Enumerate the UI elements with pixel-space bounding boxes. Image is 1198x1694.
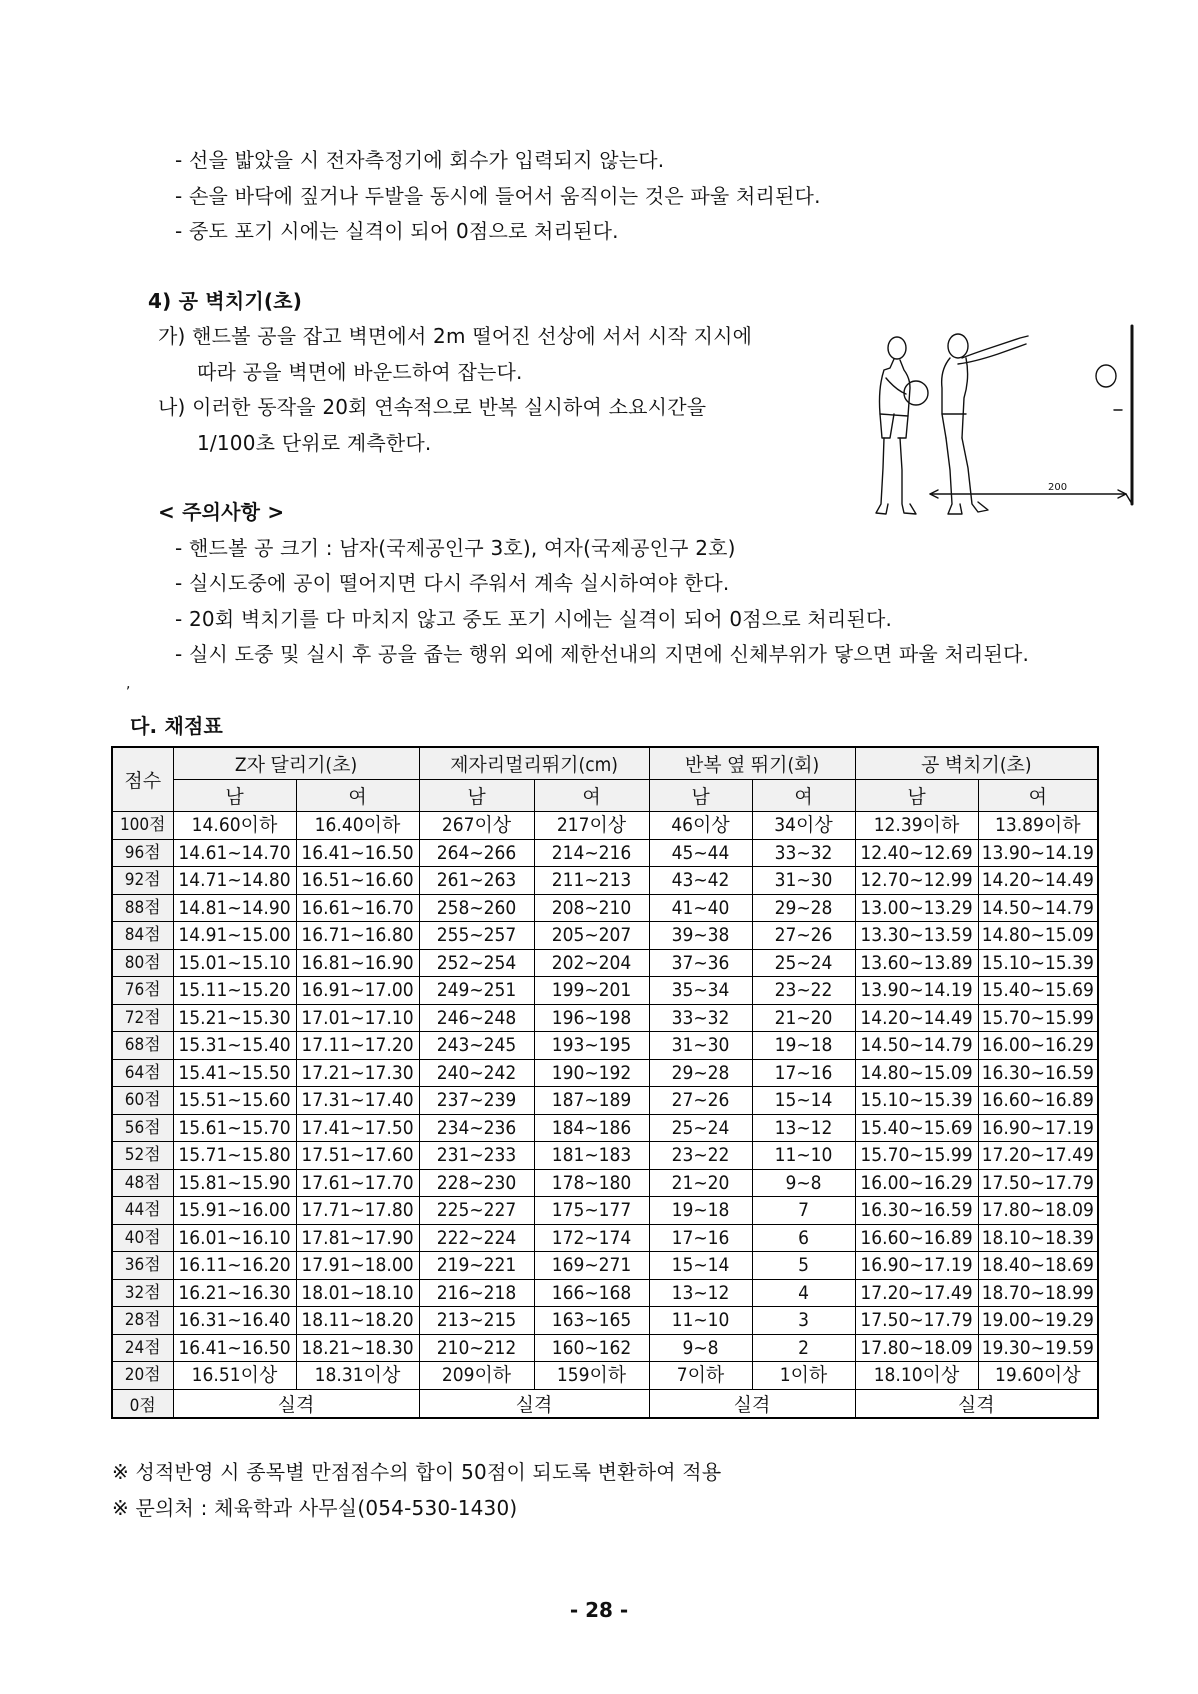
table-cell: 175~177 [534,1197,649,1225]
table-cell: 33~32 [649,1004,752,1032]
header-score: 점수 [112,747,173,812]
table-cell: 255~257 [419,922,534,950]
header-group-long-jump: 제자리멀리뛰기(cm) [419,747,649,780]
header-gender: 남 [855,780,978,812]
table-cell: 13.90~14.19 [978,839,1098,867]
header-gender: 여 [978,780,1098,812]
table-cell: 21~20 [752,1004,855,1032]
zero-row-cell: 실격 [173,1389,419,1418]
section-line-2: 따라 공을 벽면에 바운드하여 잡는다. [197,360,523,384]
footnote-2: ※ 문의처 : 체육학과 사무실(054-530-1430) [112,1496,518,1520]
table-cell: 17.20~17.49 [978,1142,1098,1170]
table-row [112,1114,1098,1142]
table-cell: 169~271 [534,1252,649,1280]
table-cell: 14.80~15.09 [855,1059,978,1087]
caution-item-1: - 핸드볼 공 크기 : 남자(국제공인구 3호), 여자(국제공인구 2호) [175,536,736,560]
table-cell: 25~24 [752,949,855,977]
caution-title: < 주의사항 > [158,500,285,524]
table-cell: 16.60~16.89 [978,1087,1098,1115]
table-cell: 160~162 [534,1334,649,1362]
table-cell: 231~233 [419,1142,534,1170]
table-cell: 234~236 [419,1114,534,1142]
table-cell: 178~180 [534,1169,649,1197]
table-row [112,1059,1098,1087]
table-cell: 17.61~17.70 [296,1169,419,1197]
table-cell: 6 [752,1224,855,1252]
row-score-label: 32점 [112,1279,173,1307]
table-row [112,1032,1098,1060]
row-score-label: 20점 [112,1362,173,1390]
table-cell: 240~242 [419,1059,534,1087]
table-cell: 19.30~19.59 [978,1334,1098,1362]
table-cell: 15.10~15.39 [978,949,1098,977]
table-row [112,1224,1098,1252]
table-cell: 18.31이상 [296,1362,419,1390]
table-cell: 15~14 [649,1252,752,1280]
table-cell: 1이하 [752,1362,855,1390]
table-cell: 15.81~15.90 [173,1169,296,1197]
header-group-side-step: 반복 옆 뛰기(회) [649,747,855,780]
table-cell: 14.20~14.49 [978,867,1098,895]
table-cell: 15.70~15.99 [978,1004,1098,1032]
table-cell: 18.70~18.99 [978,1279,1098,1307]
table-cell: 16.60~16.89 [855,1224,978,1252]
table-cell: 267이상 [419,812,534,840]
row-score-label: 48점 [112,1169,173,1197]
table-row [112,1334,1098,1362]
row-score-label: 84점 [112,922,173,950]
table-cell: 209이하 [419,1362,534,1390]
table-cell: 46이상 [649,812,752,840]
table-cell: 228~230 [419,1169,534,1197]
table-cell: 15.41~15.50 [173,1059,296,1087]
table-cell: 19~18 [752,1032,855,1060]
table-cell: 18.21~18.30 [296,1334,419,1362]
table-cell: 17.71~17.80 [296,1197,419,1225]
table-cell: 14.50~14.79 [978,894,1098,922]
table-row [112,839,1098,867]
table-cell: 18.11~18.20 [296,1307,419,1335]
table-cell: 243~245 [419,1032,534,1060]
header-gender: 여 [752,780,855,812]
table-cell: 9~8 [649,1334,752,1362]
row-score-label: 72점 [112,1004,173,1032]
table-cell: 3 [752,1307,855,1335]
table-cell: 14.71~14.80 [173,867,296,895]
table-cell: 16.11~16.20 [173,1252,296,1280]
table-cell: 17~16 [752,1059,855,1087]
table-cell: 17.50~17.79 [978,1169,1098,1197]
table-cell: 19.60이상 [978,1362,1098,1390]
section-line-3: 나) 이러한 동작을 20회 연속적으로 반복 실시하여 소요시간을 [158,395,707,419]
table-cell: 249~251 [419,977,534,1005]
table-cell: 163~165 [534,1307,649,1335]
row-score-label: 36점 [112,1252,173,1280]
table-cell: 159이하 [534,1362,649,1390]
table-cell: 19~18 [649,1197,752,1225]
table-cell: 237~239 [419,1087,534,1115]
page-number: - 28 - [569,1598,629,1622]
table-cell: 15.11~15.20 [173,977,296,1005]
table-cell: 7 [752,1197,855,1225]
table-cell: 17.01~17.10 [296,1004,419,1032]
table-row [112,1087,1098,1115]
header-gender: 여 [296,780,419,812]
table-cell: 14.61~14.70 [173,839,296,867]
table-cell: 18.10이상 [855,1362,978,1390]
table-cell: 13~12 [752,1114,855,1142]
table-cell: 12.39이하 [855,812,978,840]
table-cell: 14.20~14.49 [855,1004,978,1032]
row-score-label: 92점 [112,867,173,895]
table-row [112,922,1098,950]
caution-item-3: - 20회 벽치기를 다 마치지 않고 중도 포기 시에는 실격이 되어 0점으로 처리된다. [175,607,893,631]
note-line-2: - 손을 바닥에 짚거나 두발을 동시에 들어서 움직이는 것은 파울 처리된다. [175,184,821,208]
table-cell: 208~210 [534,894,649,922]
table-cell: 205~207 [534,922,649,950]
table-cell: 16.51이상 [173,1362,296,1390]
table-cell: 14.60이하 [173,812,296,840]
zero-row-cell: 실격 [649,1389,855,1418]
table-row [112,812,1098,840]
table-cell: 18.40~18.69 [978,1252,1098,1280]
table-row [112,1197,1098,1225]
section-title: 4) 공 벽치기(초) [148,289,303,313]
table-cell: 29~28 [649,1059,752,1087]
caution-item-2: - 실시도중에 공이 떨어지면 다시 주워서 계속 실시하여야 한다. [175,571,730,595]
table-row [112,1252,1098,1280]
header-gender: 여 [534,780,649,812]
table-cell: 216~218 [419,1279,534,1307]
zero-row-label: 0점 [112,1389,173,1418]
zero-row-cell: 실격 [855,1389,1098,1418]
table-cell: 16.51~16.60 [296,867,419,895]
table-cell: 17.81~17.90 [296,1224,419,1252]
table-cell: 18.01~18.10 [296,1279,419,1307]
row-score-label: 88점 [112,894,173,922]
table-cell: 190~192 [534,1059,649,1087]
table-row [112,894,1098,922]
table-cell: 16.81~16.90 [296,949,419,977]
row-score-label: 76점 [112,977,173,1005]
table-cell: 13~12 [649,1279,752,1307]
table-cell: 181~183 [534,1142,649,1170]
table-cell: 27~26 [649,1087,752,1115]
table-cell: 15.21~15.30 [173,1004,296,1032]
table-cell: 23~22 [649,1142,752,1170]
row-score-label: 44점 [112,1197,173,1225]
header-group-zigzag: Z자 달리기(초) [173,747,419,780]
table-cell: 15.40~15.69 [855,1114,978,1142]
row-score-label: 64점 [112,1059,173,1087]
table-cell: 16.21~16.30 [173,1279,296,1307]
table-cell: 16.41~16.50 [173,1334,296,1362]
footnote-1: ※ 성적반영 시 종목별 만점점수의 합이 50점이 되도록 변환하여 적용 [112,1460,722,1484]
table-cell: 2 [752,1334,855,1362]
table-cell: 17.80~18.09 [978,1197,1098,1225]
table-cell: 13.89이하 [978,812,1098,840]
table-cell: 261~263 [419,867,534,895]
note-line-1: - 선을 밟았을 시 전자측정기에 회수가 입력되지 않는다. [175,148,665,172]
table-cell: 13.30~13.59 [855,922,978,950]
row-score-label: 24점 [112,1334,173,1362]
table-cell: 16.91~17.00 [296,977,419,1005]
table-cell: 31~30 [752,867,855,895]
row-score-label: 28점 [112,1307,173,1335]
table-cell: 41~40 [649,894,752,922]
table-cell: 246~248 [419,1004,534,1032]
table-cell: 166~168 [534,1279,649,1307]
table-cell: 17.80~18.09 [855,1334,978,1362]
zero-row-cell: 실격 [419,1389,649,1418]
table-cell: 16.30~16.59 [978,1059,1098,1087]
table-cell: 16.00~16.29 [855,1169,978,1197]
table-cell: 16.30~16.59 [855,1197,978,1225]
table-cell: 14.50~14.79 [855,1032,978,1060]
table-cell: 15.01~15.10 [173,949,296,977]
table-cell: 15.31~15.40 [173,1032,296,1060]
table-cell: 5 [752,1252,855,1280]
table-cell: 199~201 [534,977,649,1005]
table-cell: 14.91~15.00 [173,922,296,950]
table-cell: 21~20 [649,1169,752,1197]
table-cell: 16.01~16.10 [173,1224,296,1252]
table-cell: 193~195 [534,1032,649,1060]
table-cell: 18.10~18.39 [978,1224,1098,1252]
figure-distance-label: 200 [1048,482,1068,493]
table-row [112,1169,1098,1197]
table-row [112,1362,1098,1390]
table-cell: 11~10 [752,1142,855,1170]
table-cell: 210~212 [419,1334,534,1362]
table-cell: 17.51~17.60 [296,1142,419,1170]
table-cell: 29~28 [752,894,855,922]
table-cell: 219~221 [419,1252,534,1280]
table-cell: 34이상 [752,812,855,840]
table-cell: 17.21~17.30 [296,1059,419,1087]
wall-throw-illustration [850,318,1150,518]
header-gender: 남 [173,780,296,812]
table-title: 다. 채점표 [130,714,224,738]
table-cell: 17~16 [649,1224,752,1252]
table-row [112,1004,1098,1032]
table-cell: 33~32 [752,839,855,867]
table-cell: 16.41~16.50 [296,839,419,867]
table-cell: 16.00~16.29 [978,1032,1098,1060]
row-score-label: 60점 [112,1087,173,1115]
table-cell: 13.90~14.19 [855,977,978,1005]
table-row [112,1307,1098,1335]
table-cell: 172~174 [534,1224,649,1252]
table-cell: 43~42 [649,867,752,895]
table-cell: 19.00~19.29 [978,1307,1098,1335]
table-cell: 184~186 [534,1114,649,1142]
table-cell: 15.10~15.39 [855,1087,978,1115]
table-cell: 17.20~17.49 [855,1279,978,1307]
table-cell: 213~215 [419,1307,534,1335]
table-cell: 15.40~15.69 [978,977,1098,1005]
row-score-label: 40점 [112,1224,173,1252]
table-cell: 17.50~17.79 [855,1307,978,1335]
table-row [112,949,1098,977]
table-cell: 252~254 [419,949,534,977]
table-cell: 17.11~17.20 [296,1032,419,1060]
row-score-label: 56점 [112,1114,173,1142]
table-cell: 17.31~17.40 [296,1087,419,1115]
table-cell: 214~216 [534,839,649,867]
table-cell: 264~266 [419,839,534,867]
table-cell: 16.71~16.80 [296,922,419,950]
header-group-wall-throw: 공 벽치기(초) [855,747,1098,780]
table-cell: 187~189 [534,1087,649,1115]
table-cell: 225~227 [419,1197,534,1225]
table-cell: 16.90~17.19 [978,1114,1098,1142]
row-score-label: 100점 [112,812,173,840]
table-cell: 17.91~18.00 [296,1252,419,1280]
table-cell: 17.41~17.50 [296,1114,419,1142]
table-cell: 14.81~14.90 [173,894,296,922]
row-score-label: 96점 [112,839,173,867]
table-cell: 4 [752,1279,855,1307]
header-gender: 남 [419,780,534,812]
table-cell: 16.61~16.70 [296,894,419,922]
table-cell: 27~26 [752,922,855,950]
table-cell: 37~36 [649,949,752,977]
table-cell: 15.91~16.00 [173,1197,296,1225]
table-cell: 15.71~15.80 [173,1142,296,1170]
table-cell: 16.40이하 [296,812,419,840]
table-cell: 15.51~15.60 [173,1087,296,1115]
table-row [112,1142,1098,1170]
table-cell: 13.00~13.29 [855,894,978,922]
table-cell: 45~44 [649,839,752,867]
table-cell: 25~24 [649,1114,752,1142]
table-cell: 14.80~15.09 [978,922,1098,950]
table-cell: 12.40~12.69 [855,839,978,867]
table-cell: 31~30 [649,1032,752,1060]
caution-item-4: - 실시 도중 및 실시 후 공을 줍는 행위 외에 제한선내의 지면에 신체부위가 닿으면 파울 처리된다. [175,642,1030,666]
table-cell: 13.60~13.89 [855,949,978,977]
scoring-table [111,746,1099,1419]
row-score-label: 52점 [112,1142,173,1170]
table-cell: 7이하 [649,1362,752,1390]
table-cell: 258~260 [419,894,534,922]
table-cell: 196~198 [534,1004,649,1032]
table-row [112,977,1098,1005]
table-cell: 15.70~15.99 [855,1142,978,1170]
table-cell: 9~8 [752,1169,855,1197]
table-cell: 222~224 [419,1224,534,1252]
table-cell: 16.31~16.40 [173,1307,296,1335]
table-cell: 23~22 [752,977,855,1005]
table-cell: 217이상 [534,812,649,840]
table-cell: 12.70~12.99 [855,867,978,895]
header-gender: 남 [649,780,752,812]
table-cell: 11~10 [649,1307,752,1335]
table-row [112,1279,1098,1307]
row-score-label: 80점 [112,949,173,977]
table-cell: 16.90~17.19 [855,1252,978,1280]
table-cell: 15.61~15.70 [173,1114,296,1142]
note-line-3: - 중도 포기 시에는 실격이 되어 0점으로 처리된다. [175,219,619,243]
table-cell: 202~204 [534,949,649,977]
row-score-label: 68점 [112,1032,173,1060]
table-row [112,867,1098,895]
section-line-1: 가) 핸드볼 공을 잡고 벽면에서 2m 떨어진 선상에 서서 시작 지시에 [158,324,753,348]
stray-mark: , [126,676,131,692]
section-line-4: 1/100초 단위로 계측한다. [197,431,432,455]
table-cell: 39~38 [649,922,752,950]
table-cell: 35~34 [649,977,752,1005]
table-cell: 15~14 [752,1087,855,1115]
table-cell: 211~213 [534,867,649,895]
